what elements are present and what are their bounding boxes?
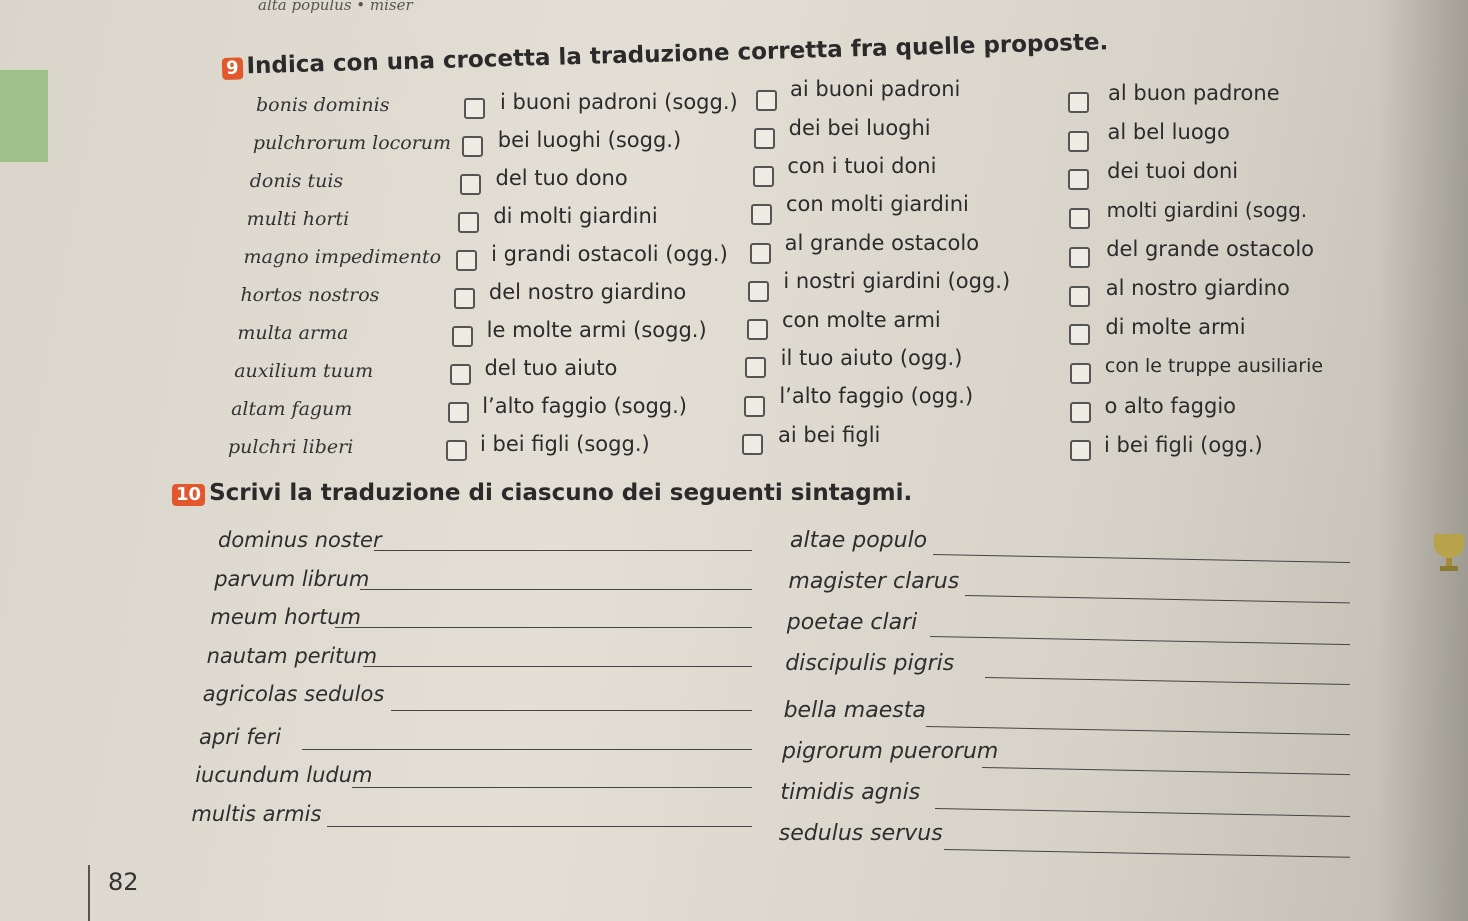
answer-option-label: con molte armi xyxy=(782,307,941,332)
latin-phrase-right: magister clarus xyxy=(788,569,960,594)
page-number: 82 xyxy=(108,868,139,896)
answer-checkbox[interactable] xyxy=(452,326,473,347)
answer-option-label: i grandi ostacoli (ogg.) xyxy=(491,242,728,266)
answer-checkbox[interactable] xyxy=(748,281,769,302)
answer-option-label: dei bei luoghi xyxy=(788,115,931,140)
answer-checkbox[interactable] xyxy=(751,204,772,225)
answer-line[interactable] xyxy=(391,710,752,711)
latin-phrase: hortos nostros xyxy=(240,284,380,306)
answer-line[interactable] xyxy=(327,826,752,827)
answer-checkbox[interactable] xyxy=(754,128,775,149)
answer-checkbox[interactable] xyxy=(753,166,774,187)
latin-phrase-left: apri feri xyxy=(199,724,282,749)
answer-checkbox[interactable] xyxy=(1069,208,1090,229)
answer-checkbox[interactable] xyxy=(1069,286,1090,307)
answer-option-label: i nostri giardini (ogg.) xyxy=(783,269,1011,294)
latin-phrase-right: sedulus servus xyxy=(778,821,943,846)
margin-line xyxy=(88,865,90,921)
exercise9-instruction-text: Indica con una crocetta la traduzione corretta fra quelle proposte. xyxy=(246,29,1109,80)
answer-line[interactable] xyxy=(352,787,752,788)
green-margin-tab xyxy=(0,70,48,162)
answer-option-label: l’alto faggio (sogg.) xyxy=(482,394,687,418)
answer-option-label: l’alto faggio (ogg.) xyxy=(779,384,974,409)
exercise10-number: 10 xyxy=(172,484,205,506)
exercise10-instruction xyxy=(172,480,912,506)
answer-line[interactable] xyxy=(982,767,1350,775)
latin-phrase: multi horti xyxy=(246,208,350,230)
latin-phrase: pulchrorum locorum xyxy=(252,132,452,154)
answer-option-label: al nostro giardino xyxy=(1105,276,1290,301)
answer-checkbox[interactable] xyxy=(1070,402,1091,423)
answer-checkbox[interactable] xyxy=(742,434,763,455)
answer-option-label: del tuo dono xyxy=(495,166,628,190)
answer-line[interactable] xyxy=(302,749,752,750)
latin-phrase-left: multis armis xyxy=(191,801,322,826)
answer-checkbox[interactable] xyxy=(460,174,481,195)
answer-checkbox[interactable] xyxy=(750,243,771,264)
latin-phrase: donis tuis xyxy=(249,170,344,192)
answer-line[interactable] xyxy=(363,666,752,667)
answer-option-label: i bei figli (ogg.) xyxy=(1104,432,1263,457)
answer-option-label: del nostro giardino xyxy=(488,280,687,304)
latin-phrase-right: discipulis pigris xyxy=(785,651,955,676)
answer-checkbox[interactable] xyxy=(462,136,483,157)
answer-option-label: ai bei figli xyxy=(778,422,881,447)
answer-line[interactable] xyxy=(933,554,1350,563)
answer-checkbox[interactable] xyxy=(454,288,475,309)
latin-phrase-right: pigrorum puerorum xyxy=(782,739,999,764)
answer-line[interactable] xyxy=(985,677,1350,685)
answer-checkbox[interactable] xyxy=(1068,92,1089,113)
latin-phrase-right: poetae clari xyxy=(786,610,918,635)
answer-option-label: del grande ostacolo xyxy=(1106,237,1315,262)
latin-phrase: multa arma xyxy=(237,322,349,344)
latin-phrase-left: agricolas sedulos xyxy=(202,682,385,706)
answer-checkbox[interactable] xyxy=(1068,131,1089,152)
answer-option-label: o alto faggio xyxy=(1104,393,1237,418)
answer-checkbox[interactable] xyxy=(464,98,485,119)
latin-phrase-left: dominus noster xyxy=(218,528,382,552)
latin-phrase: auxilium tuum xyxy=(234,360,374,382)
page-shadow xyxy=(1378,0,1468,921)
answer-line[interactable] xyxy=(944,849,1350,858)
answer-option-label: dei tuoi doni xyxy=(1107,159,1239,184)
answer-checkbox[interactable] xyxy=(745,357,766,378)
latin-phrase: bonis dominis xyxy=(256,94,390,116)
answer-checkbox[interactable] xyxy=(446,440,467,461)
latin-phrase-right: bella maesta xyxy=(783,698,926,723)
answer-option-label: molti giardini (sogg. xyxy=(1106,198,1308,223)
answer-checkbox[interactable] xyxy=(756,90,777,111)
latin-phrase: altam fagum xyxy=(231,398,353,420)
answer-checkbox[interactable] xyxy=(1069,247,1090,268)
answer-checkbox[interactable] xyxy=(458,212,479,233)
answer-line[interactable] xyxy=(935,808,1350,817)
answer-checkbox[interactable] xyxy=(1068,169,1089,190)
latin-phrase: pulchri liberi xyxy=(228,436,354,458)
latin-phrase-left: meum hortum xyxy=(210,605,361,629)
answer-checkbox[interactable] xyxy=(1070,440,1091,461)
answer-line[interactable] xyxy=(374,550,752,551)
exercise9-instruction xyxy=(222,29,1109,80)
answer-option-label: il tuo aiuto (ogg.) xyxy=(780,345,963,370)
answer-option-label: con le truppe ausiliarie xyxy=(1104,354,1324,377)
answer-checkbox[interactable] xyxy=(747,319,768,340)
answer-option-label: del tuo aiuto xyxy=(484,356,618,380)
answer-line[interactable] xyxy=(360,589,752,590)
latin-phrase: magno impedimento xyxy=(243,246,442,268)
header-text: alta populus • miser xyxy=(258,0,413,14)
answer-option-label: di molte armi xyxy=(1105,315,1246,340)
answer-option-label: bei luoghi (sogg.) xyxy=(497,128,682,152)
answer-line[interactable] xyxy=(930,636,1350,645)
latin-phrase-left: nautam peritum xyxy=(206,643,378,668)
exercise9-number: 9 xyxy=(222,57,243,80)
answer-option-label: le molte armi (sogg.) xyxy=(486,318,707,342)
answer-option-label: al grande ostacolo xyxy=(784,230,980,255)
exercise10-instruction-text: Scrivi la traduzione di ciascuno dei seguenti sintagmi. xyxy=(209,480,913,506)
latin-phrase-left: iucundum ludum xyxy=(195,763,373,787)
trophy-icon xyxy=(1430,530,1468,574)
answer-option-label: al bel luogo xyxy=(1107,120,1230,145)
answer-option-label: ai buoni padroni xyxy=(790,77,961,102)
answer-option-label: i bei figli (sogg.) xyxy=(480,432,650,456)
latin-phrase-right: altae populo xyxy=(790,528,928,553)
answer-checkbox[interactable] xyxy=(448,402,469,423)
answer-option-label: con molti giardini xyxy=(786,192,969,217)
answer-line[interactable] xyxy=(335,627,752,628)
answer-checkbox[interactable] xyxy=(744,396,765,417)
answer-option-label: i buoni padroni (sogg.) xyxy=(500,90,738,114)
answer-line[interactable] xyxy=(926,726,1350,735)
answer-checkbox[interactable] xyxy=(456,250,477,271)
answer-line[interactable] xyxy=(965,595,1350,603)
answer-checkbox[interactable] xyxy=(1070,363,1091,384)
answer-option-label: con i tuoi doni xyxy=(787,154,937,179)
answer-option-label: al buon padrone xyxy=(1108,81,1280,105)
answer-option-label: di molti giardini xyxy=(493,204,658,228)
latin-phrase-left: parvum librum xyxy=(214,566,370,591)
answer-checkbox[interactable] xyxy=(450,364,471,385)
latin-phrase-right: timidis agnis xyxy=(780,780,921,805)
answer-checkbox[interactable] xyxy=(1069,324,1090,345)
